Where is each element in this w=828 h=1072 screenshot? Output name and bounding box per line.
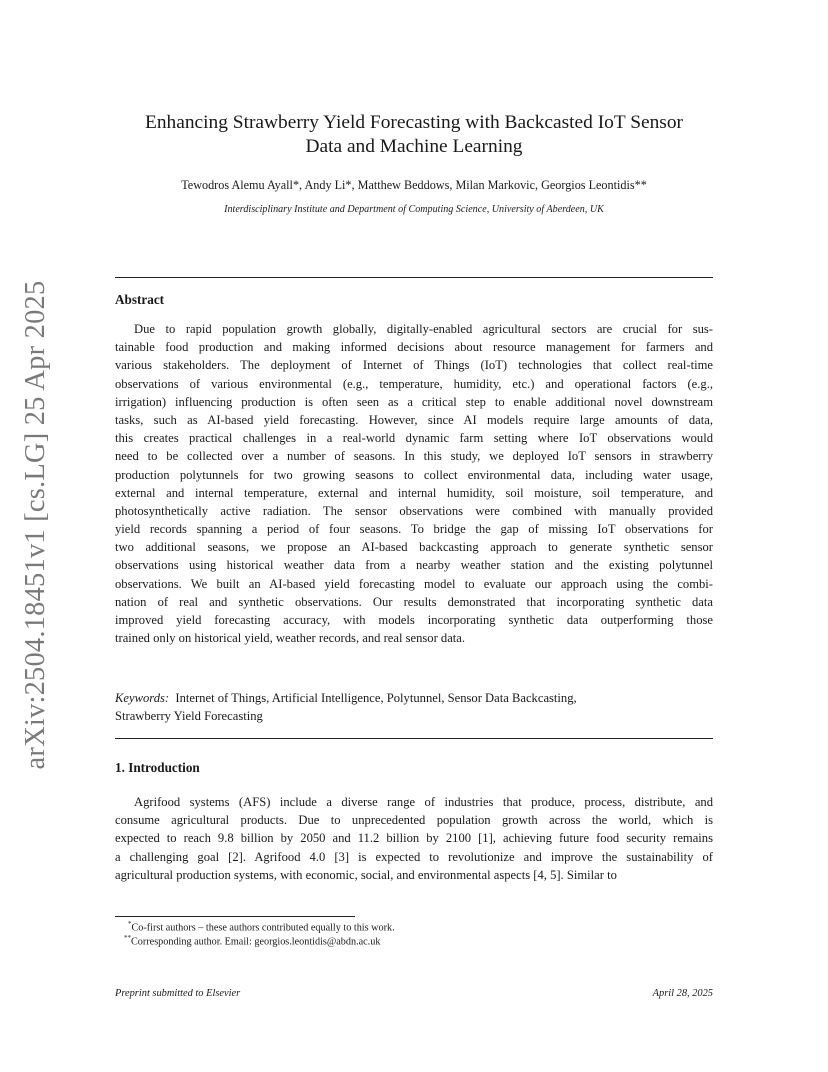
footnote-corresponding [124,934,380,947]
abstract-line: need to be collected over a number of seasons. In this study, we deployed IoT sensors in strawberry [115,449,713,464]
author-list: Tewodros Alemu Ayall*, Andy Li*, Matthew Beddows, Milan Markovic, Georgios Leontidis** [181,178,647,192]
abstract-line: tasks, such as AI-based yield forecasting. However, since AI models require large amounts of data, [115,412,713,427]
abstract-line: observations using historical weather data from a nearby weather station and the existing polytunnel [115,558,713,573]
abstract-line: photosynthetically active radiation. The sensor observations were combined with manually provided [115,503,713,518]
introduction-line: consume agricultural products. Due to unprecedented population growth across the world, which is [115,813,713,828]
footnote-text-1: Co-first authors – these authors contributed equally to this work. [131,922,395,934]
keywords-label: Keywords: [115,691,170,705]
footnote-mark-2: ** [124,934,131,942]
keywords-line-2: Strawberry Yield Forecasting [115,709,263,724]
title-line-2: Data and Machine Learning [305,136,523,157]
footnote-divider [115,916,355,917]
abstract-line: observations. We built an AI-based yield forecasting model to evaluate our approach using the combi- [115,576,713,591]
top-divider [115,277,713,278]
footnote-mark-1: * [128,920,132,928]
abstract-heading: Abstract [115,292,165,307]
bottom-divider [115,738,713,739]
introduction-line: expected to reach 9.8 billion by 2050 and 11.2 billion by 2100 [1], achieving future food security remains [115,831,713,846]
title-line-1: Enhancing Strawberry Yield Forecasting with Backcasted IoT Sensor [145,112,683,133]
footnote-text-2: Corresponding author. Email: georgios.leontidis@abdn.ac.uk [131,936,381,948]
footer-date: April 28, 2025 [652,988,713,999]
paper-title [115,111,713,159]
affiliation: Interdisciplinary Institute and Department of Computing Science, University of Aberdeen, UK [224,204,604,215]
abstract-line: production polytunnels for two growing seasons to collect environmental data, including water usage, [115,467,713,482]
keywords [115,689,713,725]
introduction-line: agricultural production systems, with economic, social, and environmental aspects [4, 5]. Similar to [115,867,617,882]
abstract-line: Due to rapid population growth globally, digitally-enabled agricultural sectors are crucial for sus- [134,322,713,336]
abstract-line: irrigation) influencing production is often seen as a critical step to enable additional novel downstream [115,394,713,409]
footer-left: Preprint submitted to Elsevier [115,988,241,999]
arxiv-identifier: arXiv:2504.18451v1 [cs.LG] 25 Apr 2025 [20,280,51,770]
introduction-text [115,793,713,884]
abstract-line: various stakeholders. The deployment of Internet of Things (IoT) technologies that collect real-time [115,358,713,373]
abstract-text [115,320,713,647]
abstract-line: yield records spanning a period of four seasons. To bridge the gap of missing IoT observations for [115,522,713,537]
introduction-heading: 1. Introduction [115,760,200,775]
abstract-line: improved yield forecasting accuracy, with models incorporating synthetic data outperforming those [115,613,713,627]
introduction-line: a challenging goal [2]. Agrifood 4.0 [3] is expected to revolutionize and improve the sustainability of [115,849,713,864]
footnote-co-first [128,920,395,933]
abstract-line: tainable food production and making informed decisions about resource management for farmers and [115,340,713,355]
abstract-line: observations of various environmental (e.g., temperature, humidity, etc.) and operational factors (e.g., [115,376,713,391]
introduction-line: Agrifood systems (AFS) include a diverse range of industries that produce, process, distribute, and [134,795,713,809]
abstract-line: external and internal temperature, external and internal humidity, soil moisture, soil temperature, and [115,485,713,500]
abstract-line: trained only on historical yield, weather records, and real sensor data. [115,631,466,646]
keywords-text-1: Internet of Things, Artificial Intelligence, Polytunnel, Sensor Data Backcasting, [175,691,577,705]
abstract-line: two additional seasons, we propose an AI-based backcasting approach to generate synthetic sensor [115,540,713,555]
abstract-line: this creates practical challenges in a real-world dynamic farm setting where IoT observations would [115,431,713,446]
keywords-line-1 [115,689,713,707]
abstract-line: nation of real and synthetic observations. Our results demonstrated that incorporating synthetic data [115,594,713,609]
